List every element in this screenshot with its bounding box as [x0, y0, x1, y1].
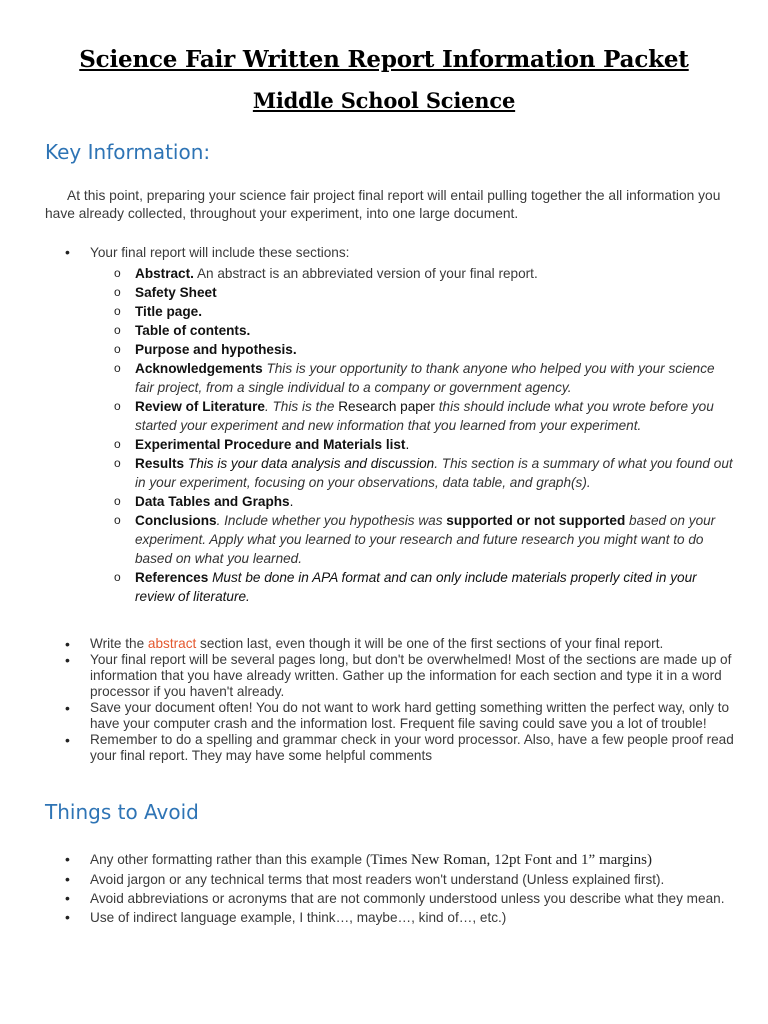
list-item: [45, 652, 735, 700]
avoid-text: Use of indirect language example, I think…, maybe…, kind of…, etc.): [90, 910, 507, 925]
bullet-icon: •: [65, 871, 70, 887]
bullet-icon: •: [65, 909, 70, 925]
document-title: Science Fair Written Report Information Packet: [79, 46, 689, 73]
bullet-icon: •: [65, 244, 70, 260]
circle-bullet-icon: o: [114, 570, 121, 584]
tip-text: section last, even though it will be one of the first sections of your final report.: [196, 636, 664, 651]
section-name: Abstract.: [135, 266, 194, 281]
list-item: [45, 700, 735, 732]
bullet-icon: •: [65, 652, 70, 668]
section-item-purpose: [90, 340, 735, 359]
report-sections: [90, 264, 735, 606]
circle-bullet-icon: o: [114, 323, 121, 337]
bullet-icon: •: [65, 851, 70, 867]
section-description: This is your opportunity to thank anyone who helped you with your science fair project, from a single individual to a company or government agency.: [135, 361, 715, 395]
tip-text: Write the: [90, 636, 148, 651]
section-item-references: [90, 568, 735, 606]
section-description: . This is the: [264, 399, 339, 414]
section-name: Safety Sheet: [135, 285, 217, 300]
bullet-icon: •: [65, 700, 70, 716]
avoid-text: Avoid abbreviations or acronyms that are not commonly understood unless you describe what they mean.: [90, 891, 725, 906]
sections-intro: Your final report will include these sections:: [90, 245, 350, 260]
circle-bullet-icon: o: [114, 399, 121, 413]
section-item-title-page: [90, 302, 735, 321]
section-item-conclusions: [90, 511, 735, 568]
circle-bullet-icon: o: [114, 266, 121, 280]
format-example: Times New Roman, 12pt Font and 1” margins: [370, 852, 647, 868]
section-tail: .: [405, 437, 410, 452]
list-item: [45, 636, 735, 652]
bullet-icon: •: [65, 732, 70, 748]
section-item-data-tables: [90, 492, 735, 511]
section-research-paper: Research paper: [338, 399, 435, 414]
sections-list: [45, 243, 735, 606]
abstract-highlight: abstract: [147, 636, 197, 651]
section-item-safety-sheet: [90, 283, 735, 302]
section-description: An abstract is an abbreviated version of your final report.: [193, 266, 538, 281]
section-tail: .: [289, 494, 294, 509]
circle-bullet-icon: o: [114, 456, 121, 470]
section-item-table-of-contents: [90, 321, 735, 340]
section-description: This is your data analysis and discussion: [184, 456, 435, 471]
section-description: . This section is a summary of what you found out in your experiment, focusing on your observations, data table, and graph(s).: [135, 456, 733, 490]
things-to-avoid-heading: Things to Avoid: [45, 800, 199, 824]
section-name: Purpose and hypothesis.: [135, 342, 297, 357]
section-item-acknowledgements: [90, 359, 735, 397]
section-description: . Include whether you hypothesis was: [216, 513, 447, 528]
section-name: References: [135, 570, 209, 585]
list-item: [45, 889, 735, 908]
list-item: [45, 870, 735, 889]
circle-bullet-icon: o: [114, 513, 121, 527]
circle-bullet-icon: o: [114, 342, 121, 356]
circle-bullet-icon: o: [114, 437, 121, 451]
section-name: Data Tables and Graphs: [135, 494, 290, 509]
section-name: Results: [135, 456, 185, 471]
circle-bullet-icon: o: [114, 361, 121, 375]
list-item: [45, 732, 735, 764]
bullet-icon: •: [65, 890, 70, 906]
tip-text: Save your document often! You do not want to work hard getting something written the perfect way, only to have your computer crash and the information lost. Frequent file saving could save you a lot of trouble!: [90, 700, 730, 731]
section-emphasis: supported or not supported: [446, 513, 626, 528]
circle-bullet-icon: o: [114, 285, 121, 299]
list-item: [45, 243, 735, 606]
circle-bullet-icon: o: [114, 494, 121, 508]
list-item: [45, 908, 735, 927]
avoid-list: [45, 850, 735, 927]
section-name: Review of Literature: [135, 399, 265, 414]
tip-text: Your final report will be several pages long, but don't be overwhelmed! Most of the sections are made up of information that you have already written. Gather up the information for each section and type it in a word processor if you haven't already.: [90, 652, 732, 699]
section-description: this should include what you wrote before you started your experiment and new information that you learned from your experiment.: [135, 399, 714, 433]
intro-paragraph: At this point, preparing your science fair project final report will entail pulling together the all information you have already collected, throughout your experiment, into one large document.: [45, 188, 721, 221]
section-name: Conclusions: [135, 513, 217, 528]
section-name: Title page.: [135, 304, 202, 319]
section-name: Table of contents.: [135, 323, 251, 338]
section-item-results: [90, 454, 735, 492]
section-item-review-of-literature: [90, 397, 735, 435]
circle-bullet-icon: o: [114, 304, 121, 318]
section-name: Experimental Procedure and Materials list: [135, 437, 406, 452]
tip-text: Remember to do a spelling and grammar check in your word processor. Also, have a few people proof read your final report. They may have some helpful comments: [90, 732, 734, 763]
section-description: Must be done in APA format and can only include materials properly cited in your review of literature.: [135, 570, 697, 604]
tips-list: [45, 636, 735, 764]
section-item-procedure: [90, 435, 735, 454]
list-item: [45, 850, 735, 870]
avoid-text: Avoid jargon or any technical terms that most readers won't understand (Unless explained first).: [90, 872, 665, 887]
document-subtitle: Middle School Science: [252, 88, 516, 113]
bullet-icon: •: [65, 636, 70, 652]
section-name: Acknowledgements: [135, 361, 263, 376]
avoid-text: ): [647, 852, 652, 868]
section-item-abstract: [90, 264, 735, 283]
section-description: based on your experiment. Apply what you learned to your research and future research you might want to do based on what you learned.: [135, 513, 716, 566]
key-information-heading: Key Information:: [45, 140, 211, 164]
avoid-text: Any other formatting rather than this example (: [90, 852, 371, 867]
